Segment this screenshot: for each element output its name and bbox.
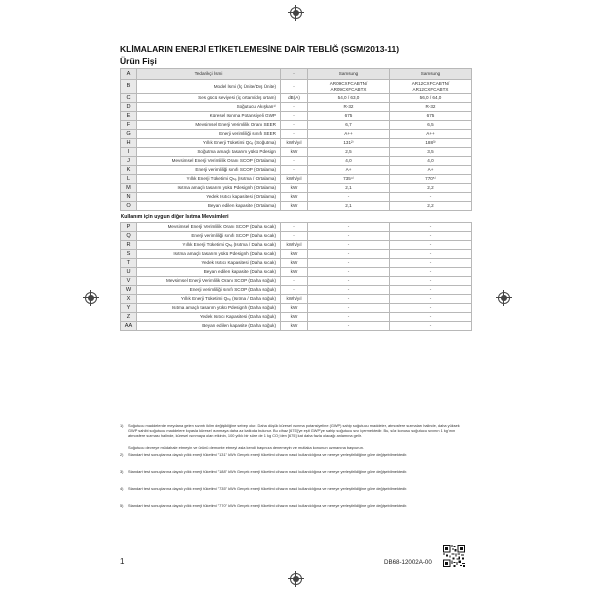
row-unit: - bbox=[281, 277, 308, 286]
row-letter: S bbox=[121, 250, 137, 259]
registration-mark-left bbox=[85, 292, 97, 304]
row-value-model1: - bbox=[308, 286, 390, 295]
row-label: Mevsimsel Enerji Verimlilik Oranı SEER bbox=[137, 121, 281, 130]
row-value-model1: 54,0 / 63,0 bbox=[308, 94, 390, 103]
row-letter: Q bbox=[121, 232, 137, 241]
footnote-text: Soğutucu devreye müdahale etmeyin ve ürünü demonte etmeyi asla kendi başınıza denemeyin ve mutlaka konunun uzmanına başvurun. bbox=[128, 445, 364, 450]
registration-mark-bottom bbox=[290, 573, 302, 585]
row-value-model2: R-32 bbox=[390, 103, 472, 112]
footnote-number: 3) bbox=[120, 469, 124, 474]
footnote-number: 2) bbox=[120, 452, 124, 457]
table-row-i bbox=[121, 148, 472, 157]
row-label: Enerji verimliliği sınıfı SCOP (Daha sıcak) bbox=[137, 232, 281, 241]
row-value-model1: 675 bbox=[308, 112, 390, 121]
row-unit: kW bbox=[281, 304, 308, 313]
row-label: Soğutucu Akışkan¹⁾ bbox=[137, 103, 281, 112]
row-label: Yıllık Enerji Tüketimi Qcₑ (Soğutma) bbox=[137, 139, 281, 148]
row-value-model2: - bbox=[390, 232, 472, 241]
row-value-model1: R-32 bbox=[308, 103, 390, 112]
row-letter: G bbox=[121, 130, 137, 139]
table-row-m bbox=[121, 184, 472, 193]
row-value-model1: AR09CXFCABTN/ AR09CXFCABTX bbox=[308, 80, 390, 94]
table-row-u bbox=[121, 268, 472, 277]
table-row-h bbox=[121, 139, 472, 148]
row-value-model1: - bbox=[308, 304, 390, 313]
row-unit: - bbox=[281, 166, 308, 175]
row-value-model2: - bbox=[390, 286, 472, 295]
row-label: Beyan edilen kapasite (Daha soğuk) bbox=[137, 322, 281, 331]
row-label: Enerji verimliliği sınıfı SEER bbox=[137, 130, 281, 139]
row-value-model1: A++ bbox=[308, 130, 390, 139]
row-value-model1: 2,5 bbox=[308, 148, 390, 157]
row-letter: Y bbox=[121, 304, 137, 313]
table-header-row bbox=[121, 69, 472, 80]
supplier-col2: Samsung bbox=[390, 69, 472, 80]
row-letter: F bbox=[121, 121, 137, 130]
table-row-r bbox=[121, 241, 472, 250]
product-sheet-body bbox=[121, 69, 472, 331]
row-label: Ses gücü seviyesi (iç ortam/dış ortam) bbox=[137, 94, 281, 103]
row-letter: U bbox=[121, 268, 137, 277]
row-label: Küresel Isınma Potansiyeli GWP bbox=[137, 112, 281, 121]
row-value-model2: A+ bbox=[390, 166, 472, 175]
row-letter: E bbox=[121, 112, 137, 121]
row-unit: kW bbox=[281, 202, 308, 211]
table-row-b bbox=[121, 80, 472, 94]
row-value-model1: 2,1 bbox=[308, 202, 390, 211]
row-unit: kW bbox=[281, 268, 308, 277]
row-label: Mevsimsel Enerji Verimlilik Oranı SCOP (Daha sıcak) bbox=[137, 223, 281, 232]
row-unit: kW bbox=[281, 184, 308, 193]
row-value-model2: - bbox=[390, 277, 472, 286]
row-value-model1: - bbox=[308, 268, 390, 277]
row-value-model2: - bbox=[390, 250, 472, 259]
footnote-text: Standart test sonuçlarına dayalı yıllık enerji tüketimi "770" kWh Gerçek enerji tüketimi cihazın nasıl kullanıldığına ve nereye yerleştirildiğine göre değişebilmektedir. bbox=[128, 503, 408, 508]
document-code: DB68-12002A-00 bbox=[384, 559, 432, 566]
row-value-model2: 56,0 / 64,0 bbox=[390, 94, 472, 103]
table-row-t bbox=[121, 259, 472, 268]
row-unit: kWh/yıl bbox=[281, 175, 308, 184]
row-label: Isıtma amaçlı tasarım yükü Pdesignh (Daha soğuk) bbox=[137, 304, 281, 313]
row-value-model2: - bbox=[390, 193, 472, 202]
table-row-g bbox=[121, 130, 472, 139]
table-row-x bbox=[121, 295, 472, 304]
product-sheet-table bbox=[120, 68, 472, 331]
footnote-5 bbox=[120, 487, 470, 492]
row-letter: L bbox=[121, 175, 137, 184]
row-label: Soğutma amaçlı tasarım yükü Pdesign bbox=[137, 148, 281, 157]
row-unit: - bbox=[281, 223, 308, 232]
registration-mark-top bbox=[290, 7, 302, 19]
footnote-3 bbox=[120, 453, 470, 458]
row-letter: N bbox=[121, 193, 137, 202]
row-label: Yedek Isıtıcı Kapasitesi (Daha soğuk) bbox=[137, 313, 281, 322]
row-value-model1: - bbox=[308, 259, 390, 268]
row-unit: - bbox=[281, 130, 308, 139]
row-unit: - bbox=[281, 232, 308, 241]
row-value-model1: 2,1 bbox=[308, 184, 390, 193]
row-letter: H bbox=[121, 139, 137, 148]
table-row-l bbox=[121, 175, 472, 184]
row-label: Yedek Isıtıcı Kapasitesi (Daha sıcak) bbox=[137, 259, 281, 268]
footnote-text: Standart test sonuçlarına dayalı yıllık enerji tüketimi "131" kWh Gerçek enerji tüketimi cihazın nasıl kullanıldığına ve nereye yerleştirildiğine göre değişebilmektedir. bbox=[128, 452, 408, 457]
row-value-model2: AR12CXFCABTN/ AR12CXFCABTX bbox=[390, 80, 472, 94]
row-letter: Z bbox=[121, 313, 137, 322]
row-letter: A bbox=[121, 69, 137, 80]
row-value-model1: 735⁴⁾ bbox=[308, 175, 390, 184]
row-letter: C bbox=[121, 94, 137, 103]
table-row-aa bbox=[121, 322, 472, 331]
row-value-model1: - bbox=[308, 223, 390, 232]
row-value-model2: - bbox=[390, 223, 472, 232]
row-unit: kWh/yıl bbox=[281, 139, 308, 148]
row-label: Isıtma amaçlı tasarım yükü Pdesignh (Daha sıcak) bbox=[137, 250, 281, 259]
row-value-model2: 188³⁾ bbox=[390, 139, 472, 148]
table-row-s bbox=[121, 250, 472, 259]
section-row bbox=[121, 211, 472, 223]
page-number: 1 bbox=[120, 557, 125, 566]
footnote-text: Standart test sonuçlarına dayalı yıllık enerji tüketimi "188" kWh Gerçek enerji tüketimi cihazın nasıl kullanıldığına ve nereye yerleştirildiğine göre değişebilmektedir. bbox=[128, 469, 408, 474]
row-value-model2: 2,2 bbox=[390, 202, 472, 211]
row-label: Mevsimsel Enerji Verimlilik Oranı SCOP (Daha soğuk) bbox=[137, 277, 281, 286]
row-label: Yedek Isıtıcı kapasitesi (Ortalama) bbox=[137, 193, 281, 202]
row-label: Beyan edilen kapasite (Ortalama) bbox=[137, 202, 281, 211]
page-subtitle: Ürün Fişi bbox=[120, 56, 157, 66]
row-value-model1: - bbox=[308, 313, 390, 322]
row-label: Yıllık Enerji Tüketimi Qₕₑ (Isıtma / Ortalama) bbox=[137, 175, 281, 184]
row-unit: kW bbox=[281, 322, 308, 331]
row-unit: dB(A) bbox=[281, 94, 308, 103]
row-letter: T bbox=[121, 259, 137, 268]
row-value-model2: 675 bbox=[390, 112, 472, 121]
table-row-w bbox=[121, 286, 472, 295]
row-label: Enerji verimliliği sınıfı SCOP (Daha soğuk) bbox=[137, 286, 281, 295]
footnote-text: Soğutucu maddelerde meydana gelen sızıntı iklim değişikliğine sebep olur. Daha düşük küresel ısınma potansiyeline (GWP) sahip soğutucu maddeler, atmosfere sızmaları halinde, daha yüksek GWP sahibi soğutucu maddelere kıyasla küresel ısınmaya daha az katkıda bulunur. Bu cihaz [675]'ye eşit GWP'ye sahip soğutucu sıvı içermektedir. Bu, söz konusu soğutucu sıvının 1 kg'ının atmosfere sızması halinde, küresel ısınmaya olan etkinin, 100 yıllık bir süre de 1 kg CO₂'den [675] kat daha fazla olacağı anlamına gelir. bbox=[128, 423, 460, 438]
row-value-model2: 770⁵⁾ bbox=[390, 175, 472, 184]
row-letter: R bbox=[121, 241, 137, 250]
table-row-z bbox=[121, 313, 472, 322]
table-row-e bbox=[121, 112, 472, 121]
footnote-1 bbox=[120, 424, 470, 439]
footnote-4 bbox=[120, 470, 470, 475]
row-letter: B bbox=[121, 80, 137, 94]
row-letter: J bbox=[121, 157, 137, 166]
row-unit: kW bbox=[281, 193, 308, 202]
row-value-model1: - bbox=[308, 250, 390, 259]
footnote-2 bbox=[120, 446, 470, 451]
row-letter: I bbox=[121, 148, 137, 157]
row-label: Mevsimsel Enerji Verimlilik Oranı SCOP (Ortalama) bbox=[137, 157, 281, 166]
page-title: KLİMALARIN ENERJİ ETİKETLEMESİNE DAİR TEBLİĞ (SGM/2013-11) bbox=[120, 44, 400, 54]
row-label: Model İsmi (İç Ünite/Dış Ünite) bbox=[137, 80, 281, 94]
row-value-model1: - bbox=[308, 241, 390, 250]
row-letter: W bbox=[121, 286, 137, 295]
row-unit: - bbox=[281, 112, 308, 121]
row-value-model2: - bbox=[390, 241, 472, 250]
row-label: Yıllık Enerji Tüketimi Qₕₑ (Isıtma / Daha soğuk) bbox=[137, 295, 281, 304]
row-value-model2: 6,5 bbox=[390, 121, 472, 130]
row-value-model1: - bbox=[308, 232, 390, 241]
row-letter: D bbox=[121, 103, 137, 112]
row-value-model2: 4,0 bbox=[390, 157, 472, 166]
table-row-p bbox=[121, 223, 472, 232]
row-value-model1: - bbox=[308, 322, 390, 331]
row-value-model2: A++ bbox=[390, 130, 472, 139]
row-value-model1: - bbox=[308, 193, 390, 202]
row-unit: kW bbox=[281, 259, 308, 268]
row-label: Beyan edilen kapasite (Daha sıcak) bbox=[137, 268, 281, 277]
table-row-j bbox=[121, 157, 472, 166]
row-value-model1: - bbox=[308, 277, 390, 286]
qr-code-icon bbox=[443, 545, 465, 567]
row-unit: kWh/yıl bbox=[281, 241, 308, 250]
row-value-model1: A+ bbox=[308, 166, 390, 175]
row-value-model2: - bbox=[390, 304, 472, 313]
row-unit: - bbox=[281, 157, 308, 166]
row-unit: kW bbox=[281, 313, 308, 322]
row-value-model2: 2,2 bbox=[390, 184, 472, 193]
row-label: Yıllık Enerji Tüketimi Qₕₑ (Isıtma / Daha sıcak) bbox=[137, 241, 281, 250]
row-letter: V bbox=[121, 277, 137, 286]
row-value-model1: - bbox=[308, 295, 390, 304]
row-value-model2: - bbox=[390, 322, 472, 331]
table-row-k bbox=[121, 166, 472, 175]
footnote-number: 5) bbox=[120, 503, 124, 508]
row-unit: - bbox=[281, 286, 308, 295]
row-letter: O bbox=[121, 202, 137, 211]
supplier-col1: Samsung bbox=[308, 69, 390, 80]
row-value-model1: 4,0 bbox=[308, 157, 390, 166]
section-label: Kullanım için uygun diğer Isıtma Mevsimleri bbox=[121, 211, 472, 223]
registration-mark-right bbox=[498, 292, 510, 304]
row-letter: P bbox=[121, 223, 137, 232]
row-letter: K bbox=[121, 166, 137, 175]
row-unit: kWh/yıl bbox=[281, 295, 308, 304]
row-letter: X bbox=[121, 295, 137, 304]
table-row-o bbox=[121, 202, 472, 211]
supplier-label: Tedarikçi İsmi bbox=[137, 69, 281, 80]
row-unit: kW bbox=[281, 148, 308, 157]
row-label: Enerji verimliliği sınıfı SCOP (Ortalama) bbox=[137, 166, 281, 175]
row-unit: - bbox=[281, 121, 308, 130]
table-row-n bbox=[121, 193, 472, 202]
row-letter: M bbox=[121, 184, 137, 193]
row-value-model2: - bbox=[390, 268, 472, 277]
table-row-c bbox=[121, 94, 472, 103]
row-value-model2: - bbox=[390, 313, 472, 322]
row-unit: kW bbox=[281, 250, 308, 259]
row-value-model2: 3,5 bbox=[390, 148, 472, 157]
footnote-number: 1) bbox=[120, 423, 124, 428]
row-value-model1: 131²⁾ bbox=[308, 139, 390, 148]
row-label: Isıtma amaçlı tasarım yükü Pdesignh (Ortalama) bbox=[137, 184, 281, 193]
row-letter: AA bbox=[121, 322, 137, 331]
table-row-v bbox=[121, 277, 472, 286]
footnote-6 bbox=[120, 504, 470, 509]
table-row-y bbox=[121, 304, 472, 313]
unit-cell: - bbox=[281, 69, 308, 80]
row-value-model2: - bbox=[390, 259, 472, 268]
footnote-text: Standart test sonuçlarına dayalı yıllık enerji tüketimi "735" kWh Gerçek enerji tüketimi cihazın nasıl kullanıldığına ve nereye yerleştirildiğine göre değişebilmektedir. bbox=[128, 486, 408, 491]
table-row-q bbox=[121, 232, 472, 241]
table-row-f bbox=[121, 121, 472, 130]
row-value-model2: - bbox=[390, 295, 472, 304]
table-row-d bbox=[121, 103, 472, 112]
row-unit: - bbox=[281, 103, 308, 112]
row-unit: - bbox=[281, 80, 308, 94]
row-value-model1: 6,7 bbox=[308, 121, 390, 130]
footnote-number: 4) bbox=[120, 486, 124, 491]
